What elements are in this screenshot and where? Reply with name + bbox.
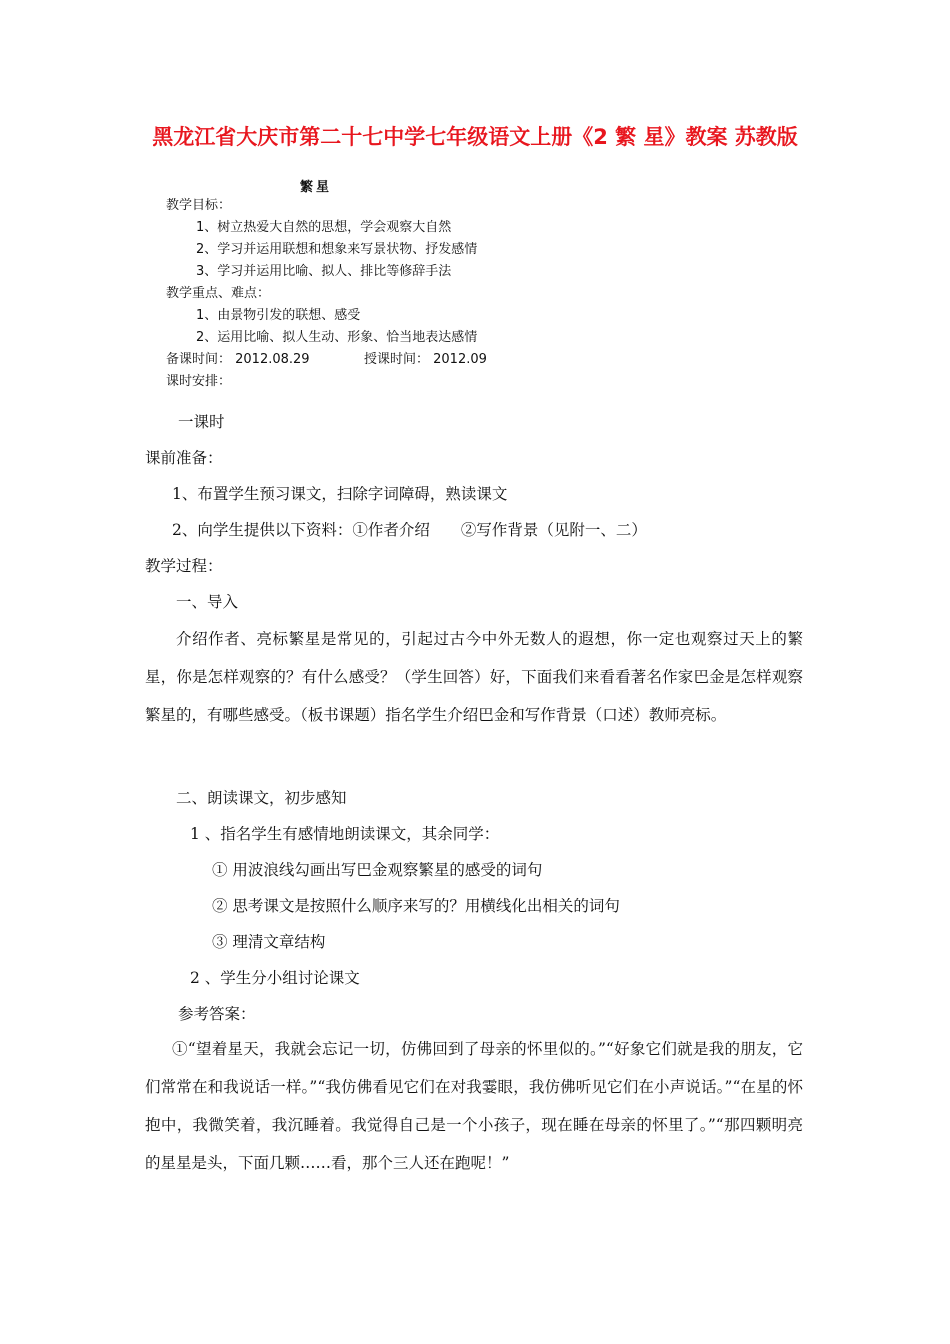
- step2-subitem: ③ 理清文章结构: [212, 933, 326, 951]
- lesson-subtitle: 繁星: [300, 180, 333, 195]
- step2-subitem: ② 思考课文是按照什么顺序来写的？用横线化出相关的词句: [212, 897, 620, 915]
- goal-item: 2、学习并运用联想和想象来写景状物、抒发感情: [196, 242, 478, 257]
- process-heading: 教学过程：: [145, 557, 223, 575]
- key-points-heading: 教学重点、难点：: [166, 286, 271, 301]
- goal-item: 3、学习并运用比喻、拟人、排比等修辞手法: [196, 264, 452, 279]
- lesson-count: 一课时: [178, 413, 225, 431]
- step2-item: 1 、指名学生有感情地朗读课文，其余同学：: [190, 825, 500, 843]
- key-point-item: 1、由景物引发的联想、感受: [196, 308, 361, 323]
- step1-paragraph: 介绍作者、亮标繁星是常见的，引起过古今中外无数人的遐想，你一定也观察过天上的繁星，你是怎样观察的？有什么感受？（学生回答）好，下面我们来看看著名作家巴金是怎样观察繁星的，有哪些感受。（板书课题）指名学生介绍巴金和写作背景（口述）教师亮标。: [145, 630, 803, 724]
- answer-paragraph: ①“望着星天，我就会忘记一切，仿佛回到了母亲的怀里似的。”“好象它们就是我的朋友，它们常常在和我说话一样。”“我仿佛看见它们在对我霎眼，我仿佛听见它们在小声说话。”“在星的怀抱中，我微笑着，我沉睡着。我觉得自己是一个小孩子，现在睡在母亲的怀里了。”“那四颗明亮的星星是头，下面几颗……看，那个三人还在跑呢！”: [145, 1040, 803, 1172]
- goals-heading: 教学目标：: [166, 198, 232, 213]
- schedule-heading: 课时安排：: [166, 374, 232, 389]
- preparation-heading: 课前准备：: [145, 449, 223, 467]
- document-title: 黑龙江省大庆市第二十七中学七年级语文上册《2 繁 星》教案 苏教版: [152, 125, 798, 149]
- prep-time: 备课时间： 2012.08.29: [166, 352, 310, 367]
- teach-time: 授课时间： 2012.09: [364, 352, 487, 367]
- preparation-item: 2、向学生提供以下资料：①作者介绍 ②写作背景（见附一、二）: [172, 521, 647, 539]
- key-point-item: 2、运用比喻、拟人生动、形象、恰当地表达感情: [196, 330, 478, 345]
- step1-heading: 一、导入: [176, 593, 239, 611]
- preparation-item: 1、布置学生预习课文，扫除字词障碍，熟读课文: [172, 485, 508, 503]
- step2-item: 2 、学生分小组讨论课文: [190, 969, 360, 987]
- step2-subitem: ① 用波浪线勾画出写巴金观察繁星的感受的词句: [212, 861, 543, 879]
- goal-item: 1、树立热爱大自然的思想，学会观察大自然: [196, 220, 452, 235]
- answer-heading: 参考答案：: [178, 1005, 256, 1023]
- step2-heading: 二、朗读课文，初步感知: [176, 789, 347, 807]
